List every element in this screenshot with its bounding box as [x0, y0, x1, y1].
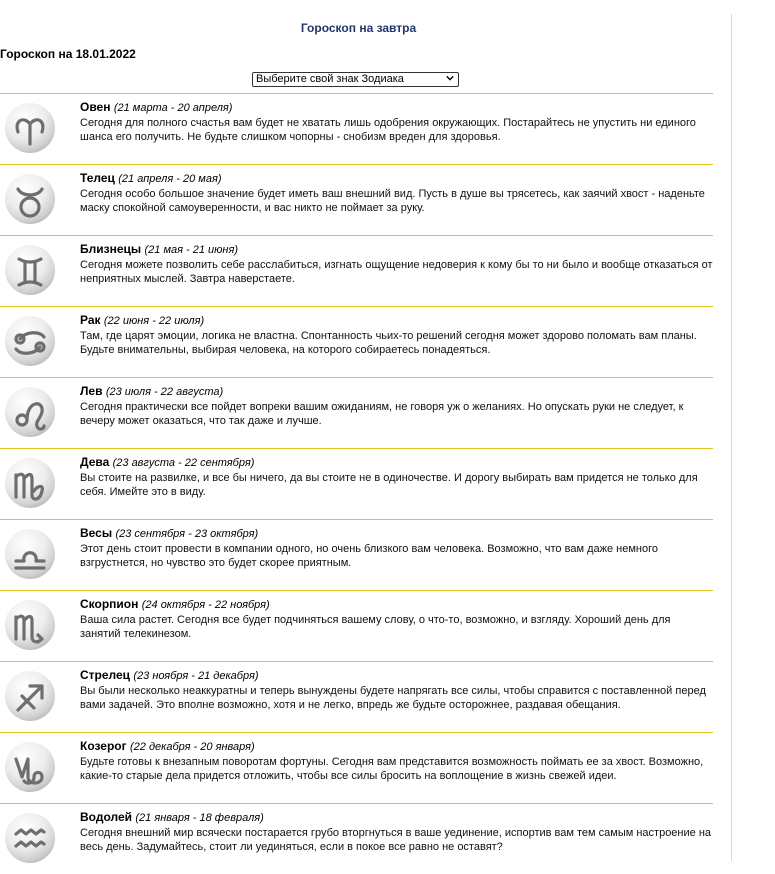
sign-forecast: Ваша сила растет. Сегодня все будет подчиняться вашему слову, о что-то, возможно, и взгляду. Хороший день для занятий телекинезом. [80, 614, 671, 640]
sign-forecast: Этот день стоит провести в компании одного, но очень близкого вам человека. Возможно, что вам даже немного взгрустнется, но чувство это будет скорее приятным. [80, 543, 658, 569]
sign-item-taurus [0, 164, 713, 235]
sign-date-range: (23 июля - 22 августа) [105, 386, 224, 398]
sign-date-range: (22 июня - 22 июля) [103, 315, 205, 327]
sign-date-range: (23 сентября - 23 октября) [115, 528, 259, 540]
sign-name: Дева [80, 455, 110, 469]
sign-text-block [80, 668, 713, 712]
gemini-icon [4, 244, 56, 296]
sign-heading [80, 455, 713, 470]
scorpio-icon [4, 599, 56, 651]
page-title: Гороскоп на завтра [300, 21, 417, 35]
sign-heading [80, 739, 713, 754]
sign-forecast: Сегодня можете позволить себе расслабиться, изгнать ощущение недоверия к кому бы то ни было и вообще отказаться от неприятных мыслей. Завтра наверстаете. [80, 259, 713, 285]
right-divider [731, 14, 732, 861]
sign-text-block [80, 810, 713, 854]
zodiac-select-value: Выберите свой знак Зодиака [256, 73, 404, 85]
sign-forecast: Будьте готовы к внезапным поворотам фортуны. Сегодня вам представится возможность поймать ее за хвост. Возможно, какие-то старые дела придется отложить, чтобы все силы бросить на воплощение в жизнь свежей идеи. [80, 756, 704, 782]
sign-text-block [80, 739, 713, 783]
leo-icon [4, 386, 56, 438]
sign-date-range: (21 марта - 20 апреля) [113, 102, 233, 114]
sign-date-range: (23 ноября - 21 декабря) [133, 670, 259, 682]
sign-forecast: Сегодня практически все пойдет вопреки вашим ожиданиям, не говоря уж о желаниях. Но опускать руки не следует, к вечеру может оказаться, что так даже и лучше. [80, 401, 684, 427]
sign-forecast: Сегодня особо большое значение будет иметь ваш внешний вид. Пусть в душе вы трясетесь, как заячий хвост - наденьте маску спокойной самоуверенности, и вас никто не поймает за руку. [80, 188, 705, 214]
sign-name: Скорпион [80, 597, 139, 611]
sign-name: Телец [80, 171, 115, 185]
sign-forecast: Вы были несколько неаккуратны и теперь вынуждены будете напрягать все силы, чтобы справится с поставленной перед вами задачей. Это вполне возможно, хотя и не легко, впредь же будьте осторожнее, раздавая обещания. [80, 685, 706, 711]
sign-text-block [80, 171, 713, 215]
sign-date-range: (23 августа - 22 сентября) [112, 457, 255, 469]
sign-forecast: Вы стоите на развилке, и все бы ничего, да вы стоите не в одиночестве. И дорогу выбирать вам придется не только для себя. Имейте это в виду. [80, 472, 698, 498]
sign-item-cancer [0, 306, 713, 377]
sign-heading [80, 313, 713, 328]
sign-date-range: (24 октября - 22 ноября) [141, 599, 270, 611]
sign-heading [80, 597, 713, 612]
sign-item-leo [0, 377, 713, 448]
sign-forecast: Сегодня внешний мир всячески постарается грубо вторгнуться в ваше уединение, испортив вам тем самым настроение на весь день. Задумайтесь, стоит ли уединяться, если в покое все равно не оставят? [80, 827, 712, 853]
sign-item-gemini [0, 235, 713, 306]
sign-name: Рак [80, 313, 101, 327]
sign-text-block [80, 597, 713, 641]
sign-list [0, 93, 713, 874]
sign-item-capricorn [0, 732, 713, 803]
sign-text-block [80, 384, 713, 428]
sign-text-block [80, 100, 713, 144]
sign-forecast: Сегодня для полного счастья вам будет не хватать лишь одобрения окружающих. Постарайтесь не упустить ни единого шанса его получить. Не будьте слишком чопорны - снобизм вреден для здоровья. [80, 117, 696, 143]
sign-item-aquarius [0, 803, 713, 874]
cancer-icon [4, 315, 56, 367]
sign-item-aries [0, 93, 713, 164]
chevron-down-icon [446, 74, 454, 82]
zodiac-select[interactable] [252, 72, 459, 87]
sign-heading [80, 100, 713, 115]
sign-item-libra [0, 519, 713, 590]
sign-name: Стрелец [80, 668, 131, 682]
sign-name: Весы [80, 526, 113, 540]
libra-icon [4, 528, 56, 580]
sign-date-range: (22 декабря - 20 января) [129, 741, 255, 753]
sign-text-block [80, 526, 713, 570]
sign-heading [80, 171, 713, 186]
sign-text-block [80, 313, 713, 357]
date-heading: Гороскоп на 18.01.2022 [0, 47, 136, 61]
sign-date-range: (21 апреля - 20 мая) [118, 173, 222, 185]
sign-name: Лев [80, 384, 103, 398]
sign-heading [80, 242, 713, 257]
sign-heading [80, 668, 713, 683]
sign-name: Овен [80, 100, 111, 114]
sign-heading [80, 810, 713, 825]
sign-name: Водолей [80, 810, 133, 824]
sign-text-block [80, 242, 713, 286]
aquarius-icon [4, 812, 56, 864]
virgo-icon [4, 457, 56, 509]
zodiac-select-wrapper [252, 72, 459, 87]
sagittarius-icon [4, 670, 56, 722]
sign-date-range: (21 мая - 21 июня) [144, 244, 239, 256]
sign-heading [80, 384, 713, 399]
aries-icon [4, 102, 56, 154]
sign-item-scorpio [0, 590, 713, 661]
sign-date-range: (21 января - 18 февраля) [135, 812, 264, 824]
sign-item-virgo [0, 448, 713, 519]
sign-name: Близнецы [80, 242, 142, 256]
sign-name: Козерог [80, 739, 127, 753]
capricorn-icon [4, 741, 56, 793]
sign-heading [80, 526, 713, 541]
sign-forecast: Там, где царят эмоции, логика не властна. Спонтанность чьих-то решений сегодня может здорово поломать вам планы. Будьте внимательны, выбирая человека, на которого собираетесь понадеяться. [80, 330, 697, 356]
taurus-icon [4, 173, 56, 225]
sign-item-sagittarius [0, 661, 713, 732]
sign-text-block [80, 455, 713, 499]
